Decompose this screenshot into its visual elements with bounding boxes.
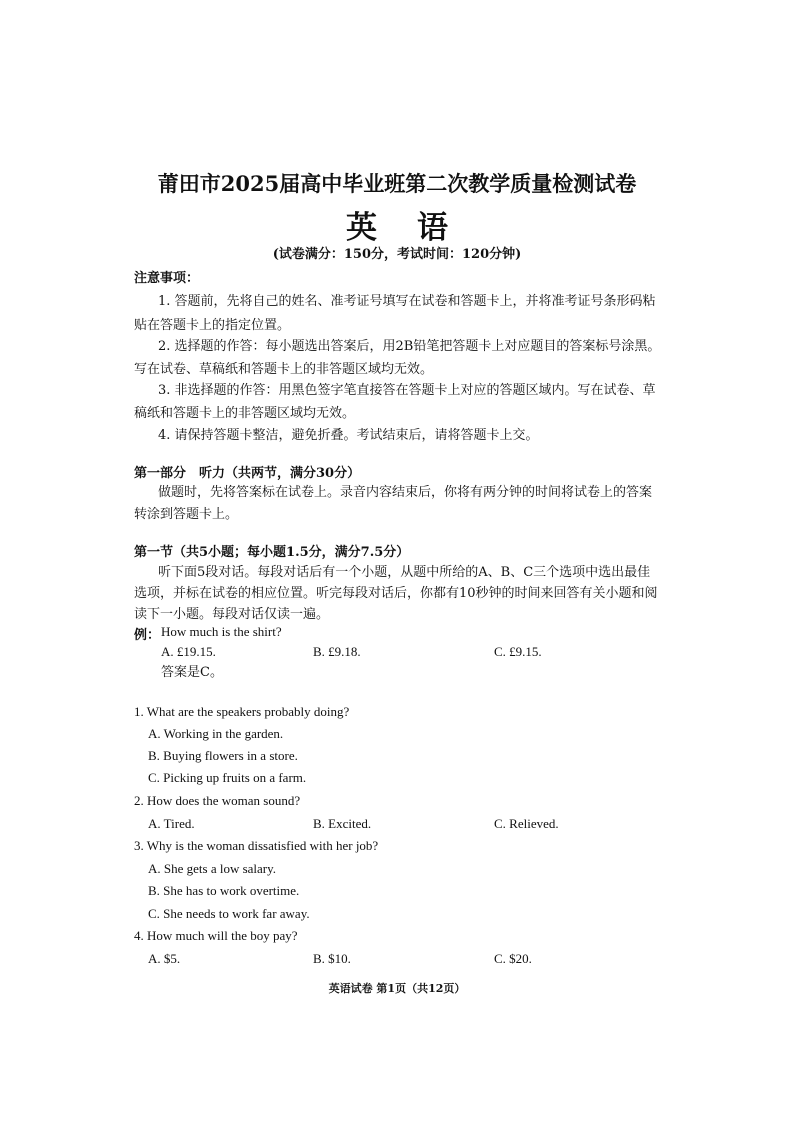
- section1-instruction-line-3: 读下一小题。每段对话仅读一遍。: [134, 607, 330, 622]
- part1-instruction-line-1: 做题时，先将答案标在试卷上。录音内容结束后，你将有两分钟的时间将试卷上的答案: [158, 485, 653, 500]
- notice-item-3-line-1: 3. 非选择题的作答：用黑色签字笔直接答在答题卡上对应的答题区域内。写在试卷、草: [158, 383, 656, 398]
- question-2-option-a: A. Tired.: [148, 816, 195, 831]
- page-footer: 英语试卷 第1页（共12页）: [328, 982, 466, 995]
- notice-item-4-line-1: 4. 请保持答题卡整洁，避免折叠。考试结束后，请将答题卡上交。: [158, 428, 539, 443]
- section1-instruction-line-2: 选项，并标在试卷的相应位置。听完每段对话后，你都有10秒钟的时间来回答有关小题和阅: [134, 586, 658, 601]
- question-4-stem: 4. How much will the boy pay?: [134, 928, 298, 943]
- question-1-option-b: B. Buying flowers in a store.: [148, 748, 298, 763]
- question-1-option-a: A. Working in the garden.: [148, 726, 284, 741]
- question-2-option-c: C. Relieved.: [494, 816, 559, 831]
- notice-item-2-line-2: 写在试卷、草稿纸和答题卡上的非答题区域均无效。: [134, 362, 434, 377]
- part1-heading: 第一部分 听力（共两节，满分30分）: [134, 466, 361, 481]
- example-option-a: A. £19.15.: [161, 644, 216, 659]
- section1-heading: 第一节（共5小题；每小题1.5分，满分7.5分）: [134, 545, 410, 560]
- notice-item-2-line-1: 2. 选择题的作答：每小题选出答案后，用2B铅笔把答题卡上对应题目的答案标号涂黑。: [158, 339, 661, 354]
- subject-title: 英语: [346, 210, 488, 246]
- question-4-option-a: A. $5.: [148, 951, 181, 966]
- example-option-b: B. £9.18.: [313, 644, 361, 659]
- question-3-stem: 3. Why is the woman dissatisfied with her job?: [134, 838, 379, 853]
- example-option-c: C. £9.15.: [494, 644, 542, 659]
- question-1-option-c: C. Picking up fruits on a farm.: [148, 770, 307, 785]
- example-answer: 答案是C。: [161, 665, 223, 680]
- question-4-option-c: C. $20.: [494, 951, 532, 966]
- section1-instruction-line-1: 听下面5段对话。每段对话后有一个小题，从题中所给的A、B、C三个选项中选出最佳: [158, 565, 651, 580]
- example-question: How much is the shirt?: [161, 624, 282, 639]
- question-2-stem: 2. How does the woman sound?: [134, 793, 301, 808]
- notice-item-3-line-2: 稿纸和答题卡上的非答题区域均无效。: [134, 406, 356, 421]
- part1-instruction-line-2: 转涂到答题卡上。: [134, 507, 239, 522]
- question-3-option-b: B. She has to work overtime.: [148, 883, 300, 898]
- notice-item-1-line-1: 1. 答题前，先将自己的姓名、准考证号填写在试卷和答题卡上，并将准考证号条形码粘: [158, 294, 656, 309]
- question-2-option-b: B. Excited.: [313, 816, 372, 831]
- question-3-option-a: A. She gets a low salary.: [148, 861, 277, 876]
- example-label: 例：: [134, 628, 161, 643]
- score-info: (试卷满分：150分，考试时间：120分钟): [272, 247, 522, 262]
- exam-title: 莆田市2025届高中毕业班第二次教学质量检测试卷: [157, 171, 637, 196]
- question-3-option-c: C. She needs to work far away.: [148, 906, 310, 921]
- question-1-stem: 1. What are the speakers probably doing?: [134, 704, 350, 719]
- question-4-option-b: B. $10.: [313, 951, 351, 966]
- notice-item-1-line-2: 贴在答题卡上的指定位置。: [134, 318, 291, 333]
- notice-heading: 注意事项：: [134, 271, 200, 286]
